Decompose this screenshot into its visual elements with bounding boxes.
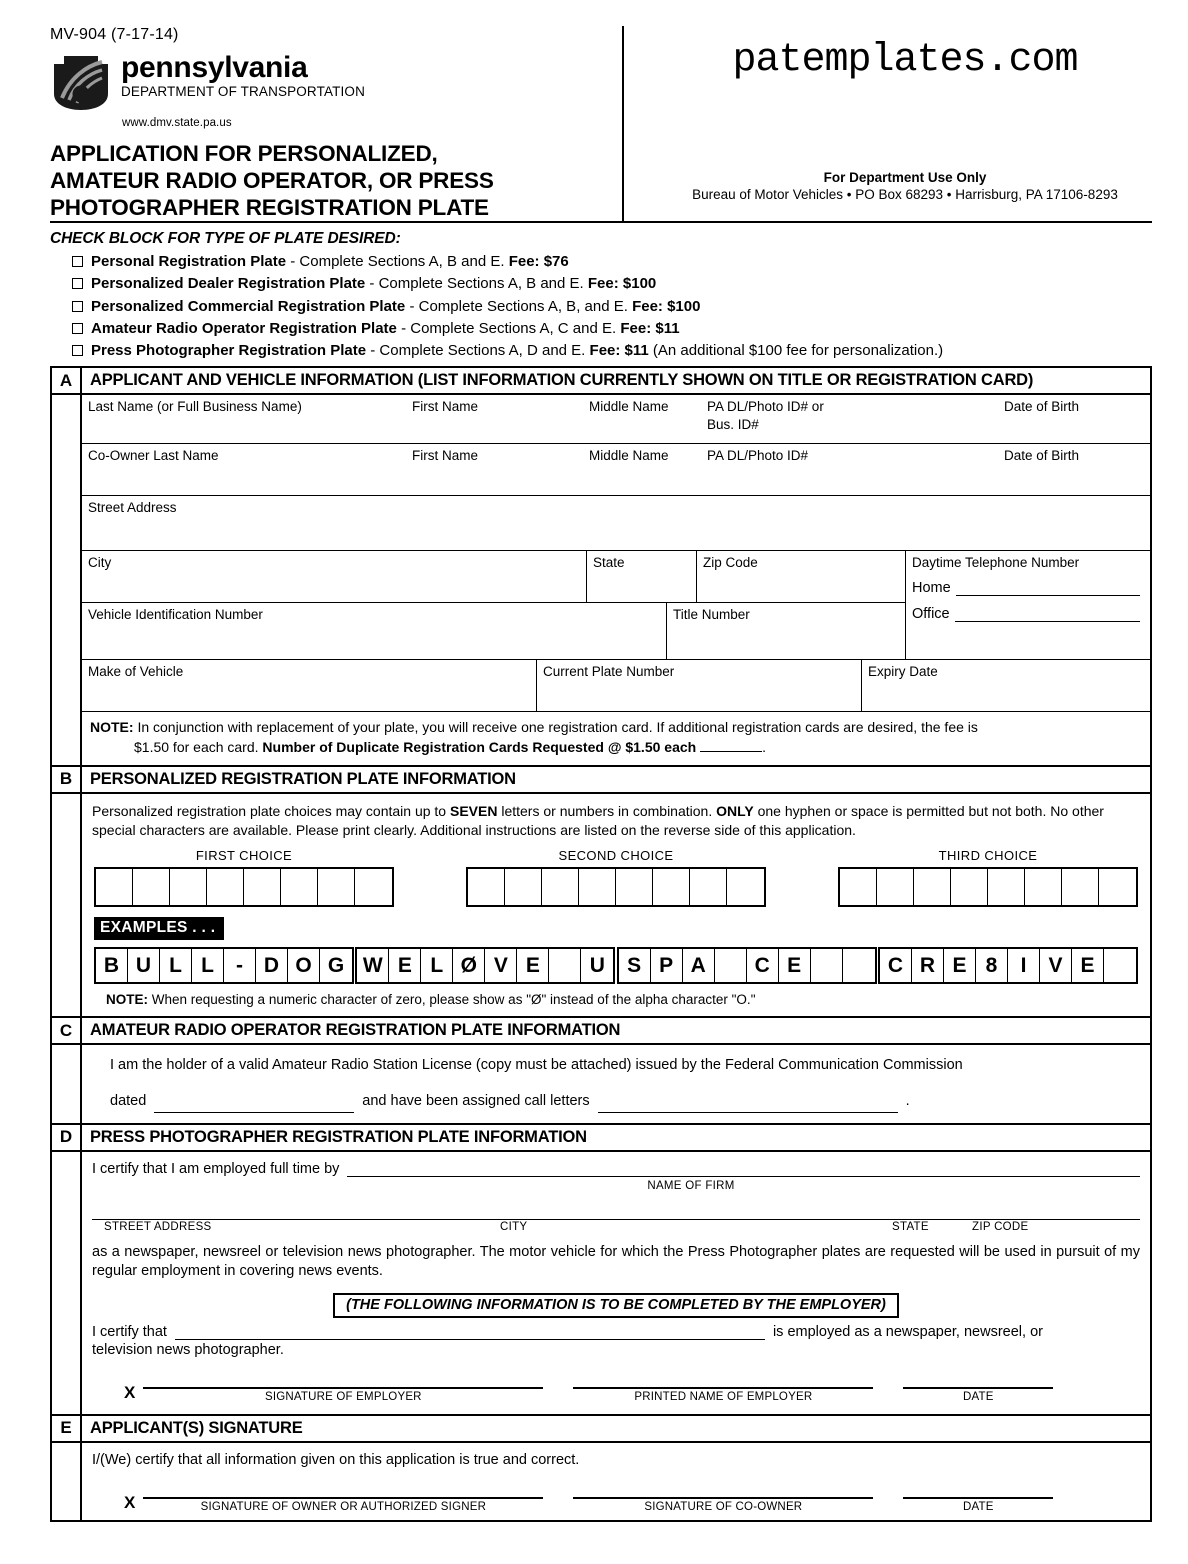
- label-dated: dated: [110, 1093, 147, 1109]
- label-coowner-first-name: First Name: [412, 448, 479, 464]
- example-character-cell: S: [619, 949, 651, 982]
- amateur-radio-statement: [82, 1045, 1150, 1123]
- example-character-cell: E: [389, 949, 421, 982]
- label-street-address: Street Address: [88, 500, 177, 516]
- employer-signature-line[interactable]: [143, 1387, 543, 1389]
- section-a-content: [82, 395, 1150, 764]
- label-employed-as: is employed as a newspaper, newsreel, or: [772, 1323, 1043, 1340]
- plate-type-option[interactable]: [72, 342, 1152, 359]
- plate-choice-boxes[interactable]: [838, 867, 1138, 907]
- section-b-letter: B: [52, 767, 82, 792]
- section-c-header: [52, 1018, 1150, 1045]
- caption-name-of-firm: NAME OF FIRM: [647, 1179, 735, 1192]
- employer-banner: [92, 1293, 1140, 1318]
- example-plate: [617, 947, 877, 984]
- coowner-signature-field[interactable]: [573, 1497, 873, 1513]
- site-watermark: patemplates.com: [732, 38, 1078, 83]
- employer-date-line[interactable]: [903, 1387, 1053, 1389]
- example-character-cell: R: [912, 949, 944, 982]
- example-character-cell: Ø: [453, 949, 485, 982]
- label-title-number: Title Number: [673, 607, 750, 623]
- agency-name: pennsylvania: [121, 51, 308, 84]
- example-character-cell: E: [944, 949, 976, 982]
- label-home-phone: Home: [912, 580, 951, 597]
- label-first-name: First Name: [412, 399, 479, 415]
- example-character-cell: C: [747, 949, 779, 982]
- plate-type-list: [50, 253, 1152, 359]
- owner-name-row[interactable]: [82, 395, 1150, 444]
- example-character-cell: 8: [976, 949, 1008, 982]
- section-a-body: [52, 395, 1150, 766]
- section-d-content: [82, 1152, 1150, 1414]
- label-expiry-date: Expiry Date: [868, 664, 938, 680]
- plate-choice-label: SECOND CHOICE: [558, 848, 674, 864]
- employer-signature-field[interactable]: [143, 1387, 543, 1403]
- section-b-content: [82, 794, 1150, 1017]
- agency-department: DEPARTMENT OF TRANSPORTATION: [121, 84, 365, 99]
- page-header: [50, 26, 1152, 221]
- plate-character-cell[interactable]: [207, 869, 244, 905]
- owner-signature-field[interactable]: [143, 1497, 543, 1513]
- section-a-letter: A: [52, 368, 82, 393]
- zip-field[interactable]: [697, 551, 905, 602]
- form-page: [0, 26, 1188, 1564]
- plate-character-cell[interactable]: [988, 869, 1025, 905]
- example-character-cell: -: [224, 949, 256, 982]
- plate-character-cell[interactable]: [355, 869, 392, 905]
- example-character-cell: P: [651, 949, 683, 982]
- note-bold: Number of Duplicate Registration Cards Requested @ $1.50 each: [262, 739, 697, 756]
- caption-state: STATE: [892, 1220, 929, 1233]
- plate-type-option[interactable]: [72, 253, 1152, 270]
- plate-character-cell[interactable]: [877, 869, 914, 905]
- department-use-address: Bureau of Motor Vehicles • PO Box 68293 • Harrisburg, PA 17106-8293: [692, 187, 1118, 202]
- applicant-date-line[interactable]: [903, 1497, 1053, 1499]
- example-character-cell: L: [421, 949, 453, 982]
- plate-character-cell[interactable]: [244, 869, 281, 905]
- example-character-cell: L: [192, 949, 224, 982]
- make-plate-expiry-row[interactable]: [82, 660, 1150, 712]
- label-dl-photo-id: PA DL/Photo ID# or: [707, 399, 824, 415]
- label-coowner-middle-name: Middle Name: [589, 448, 669, 464]
- caption-street-address: STREET ADDRESS: [104, 1220, 212, 1233]
- applicant-signature-row: [92, 1494, 1140, 1516]
- city-field[interactable]: [82, 551, 587, 602]
- label-employed-full-time: I certify that I am employed full time by: [92, 1160, 340, 1177]
- checkbox-icon[interactable]: [72, 301, 83, 312]
- employer-certification-line: [92, 1324, 1140, 1340]
- plate-character-cell[interactable]: [690, 869, 727, 905]
- title-number-field[interactable]: [667, 603, 905, 659]
- section-b-note-label: NOTE:: [106, 992, 148, 1008]
- section-c-title: AMATEUR RADIO OPERATOR REGISTRATION PLATE INFORMATION: [90, 1021, 621, 1040]
- section-c-letter: C: [52, 1018, 82, 1043]
- section-c-body: [52, 1045, 1150, 1125]
- section-d-body: [52, 1152, 1150, 1416]
- make-of-vehicle-field[interactable]: [82, 660, 537, 711]
- example-character-cell: G: [327, 953, 345, 977]
- agency-logo-block: [50, 53, 622, 112]
- plate-type-option[interactable]: [72, 320, 1152, 337]
- example-character-cell: [715, 949, 747, 982]
- section-e-gutter: [52, 1443, 82, 1520]
- checkbox-icon[interactable]: [72, 323, 83, 334]
- plate-type-label: Amateur Radio Operator Registration Plate - Complete Sections A, C and E. Fee: $11: [91, 319, 680, 337]
- section-d-header: [52, 1125, 1150, 1152]
- department-use-block: [658, 170, 1152, 202]
- section-d-letter: D: [52, 1125, 82, 1150]
- zero-character-note: [82, 984, 1150, 1016]
- caption-city: CITY: [500, 1220, 528, 1233]
- section-e-body: [52, 1443, 1150, 1522]
- caption-signature-of-coowner: SIGNATURE OF CO-OWNER: [644, 1500, 803, 1513]
- checkbox-icon[interactable]: [72, 345, 83, 356]
- section-b-instructions: [82, 794, 1150, 843]
- plate-character-cell[interactable]: [616, 869, 653, 905]
- department-use-title: For Department Use Only: [823, 170, 987, 185]
- check-block-title: CHECK BLOCK FOR TYPE OF PLATE DESIRED:: [50, 230, 401, 247]
- employer-address-input-line[interactable]: [92, 1206, 1140, 1220]
- coowner-name-row[interactable]: [82, 444, 1150, 496]
- employer-printed-name-field[interactable]: [573, 1387, 873, 1403]
- section-b-gutter: [52, 794, 82, 1017]
- section-c-gutter: [52, 1045, 82, 1123]
- example-plate: [94, 947, 354, 984]
- example-character-cell: [1104, 949, 1136, 982]
- employer-signature-x: X: [124, 1382, 136, 1402]
- expiry-date-field[interactable]: [862, 660, 1150, 711]
- section-d-title: PRESS PHOTOGRAPHER REGISTRATION PLATE INFORMATION: [90, 1127, 587, 1146]
- section-b-note-text: When requesting a numeric character of zero, please show as "Ø" instead of the alpha character "O.": [148, 992, 756, 1008]
- example-character-cell: U: [128, 949, 160, 982]
- example-character-cell: [811, 949, 843, 982]
- plate-character-cell[interactable]: [281, 869, 318, 905]
- example-character-cell: C: [880, 949, 912, 982]
- examples-label: EXAMPLES . . .: [94, 917, 224, 940]
- applicant-certification: [82, 1443, 1150, 1520]
- plate-character-cell[interactable]: [840, 869, 877, 905]
- plate-type-option[interactable]: [72, 298, 1152, 315]
- city-state-zip-row[interactable]: [82, 551, 905, 603]
- caption-zip-code: ZIP CODE: [972, 1220, 1029, 1233]
- example-character-cell: E: [517, 949, 549, 982]
- radio-license-text: I am the holder of a valid Amateur Radio Station License (copy must be attached) issued by the Federal Communication Commission: [110, 1057, 963, 1074]
- examples-block: [82, 907, 1150, 984]
- employer-printed-name-line[interactable]: [573, 1387, 873, 1389]
- header-right: [622, 26, 1152, 221]
- firm-name-input-line[interactable]: [347, 1161, 1140, 1177]
- office-phone-input-line[interactable]: [955, 607, 1140, 622]
- section-e-header: [52, 1416, 1150, 1443]
- label-current-plate-number: Current Plate Number: [543, 664, 675, 680]
- call-letters-input-line[interactable]: [598, 1097, 898, 1113]
- owner-signature-line[interactable]: [143, 1497, 543, 1499]
- plate-character-cell[interactable]: [133, 869, 170, 905]
- page-title-line2: AMATEUR RADIO OPERATOR, OR PRESS: [50, 168, 494, 193]
- page-title: [50, 140, 622, 221]
- label-coowner-last-name: Co-Owner Last Name: [88, 448, 219, 464]
- label-bus-id: Bus. ID#: [707, 417, 759, 433]
- agency-wordmark: [121, 53, 365, 99]
- caption-printed-name-of-employer: PRINTED NAME OF EMPLOYER: [634, 1390, 813, 1403]
- plate-choice-label: FIRST CHOICE: [195, 848, 293, 864]
- applicant-signature-x: X: [124, 1492, 136, 1512]
- example-plate: [878, 947, 1138, 984]
- applicant-date-field[interactable]: [903, 1497, 1053, 1513]
- example-character-cell: B: [96, 949, 128, 982]
- plate-choice-boxes[interactable]: [466, 867, 766, 907]
- employer-address-captions: [92, 1220, 1140, 1236]
- home-phone-field[interactable]: [912, 580, 1150, 596]
- label-i-certify-that: I certify that: [92, 1323, 167, 1340]
- label-state: State: [593, 555, 625, 571]
- section-e-content: [82, 1443, 1150, 1520]
- coowner-signature-line[interactable]: [573, 1497, 873, 1499]
- form-body: [50, 366, 1152, 1522]
- current-plate-field[interactable]: [537, 660, 862, 711]
- examples-row: [94, 947, 1138, 984]
- plate-character-cell[interactable]: [505, 869, 542, 905]
- checkbox-icon[interactable]: [72, 278, 83, 289]
- note-label: NOTE:: [90, 719, 134, 736]
- check-block: [50, 230, 1152, 359]
- example-character-cell: E: [779, 949, 811, 982]
- plate-choice-boxes[interactable]: [94, 867, 394, 907]
- street-address-row[interactable]: [82, 496, 1150, 551]
- employer-signature-row: [92, 1384, 1140, 1406]
- page-title-line3: PHOTOGRAPHER REGISTRATION PLATE: [50, 195, 489, 220]
- example-character-cell: V: [485, 949, 517, 982]
- label-date-of-birth: Date of Birth: [1004, 399, 1080, 415]
- caption-signature-of-employer: SIGNATURE OF EMPLOYER: [264, 1390, 422, 1403]
- section-b-header: [52, 767, 1150, 794]
- example-character-cell: I: [1008, 949, 1040, 982]
- label-coowner-dl-photo-id: PA DL/Photo ID#: [707, 448, 809, 464]
- license-date-input-line[interactable]: [154, 1097, 354, 1113]
- penndot-keystone-icon: [50, 54, 112, 112]
- applicant-statement: I/(We) certify that all information given on this application is true and correct.: [92, 1451, 580, 1468]
- example-character-cell: U: [589, 953, 605, 977]
- plate-character-cell[interactable]: [1062, 869, 1099, 905]
- state-field[interactable]: [587, 551, 697, 602]
- section-a-gutter: [52, 395, 82, 764]
- intro-part3: one hyphen or space is permitted but not both. No other special characters are available. Please print clearly. Additional instructions are listed on the reverse side of this application.: [92, 802, 1104, 838]
- plate-character-cell[interactable]: [727, 869, 764, 905]
- plate-character-cell[interactable]: [318, 869, 355, 905]
- vin-title-row[interactable]: [82, 603, 905, 660]
- example-character-cell: A: [683, 949, 715, 982]
- section-e-title: APPLICANT(S) SIGNATURE: [90, 1418, 303, 1437]
- section-d-gutter: [52, 1152, 82, 1414]
- intro-only: ONLY: [716, 802, 754, 819]
- example-character-cell: E: [1072, 949, 1104, 982]
- home-phone-input-line[interactable]: [956, 581, 1140, 596]
- plate-character-cell[interactable]: [914, 869, 951, 905]
- intro-seven: SEVEN: [449, 802, 498, 819]
- plate-character-cell[interactable]: [1025, 869, 1062, 905]
- section-e-letter: E: [52, 1416, 82, 1441]
- duplicate-card-note: [82, 712, 1150, 764]
- section-a-title: APPLICANT AND VEHICLE INFORMATION (LIST INFORMATION CURRENTLY SHOWN ON TITLE OR REGISTRATION CARD): [90, 371, 1034, 390]
- plate-type-label: Personal Registration Plate - Complete Sections A, B and E. Fee: $76: [91, 253, 569, 270]
- example-character-cell: V: [1040, 949, 1072, 982]
- plate-type-option[interactable]: [72, 275, 1152, 292]
- label-call-letters: and have been assigned call letters: [362, 1093, 590, 1109]
- section-b-body: [52, 794, 1150, 1019]
- office-phone-field[interactable]: [912, 606, 1150, 622]
- label-middle-name: Middle Name: [589, 399, 669, 415]
- note-text: In conjunction with replacement of your plate, you will receive one registration card. If additional registration cards are desired, the fee is: [133, 719, 978, 736]
- caption-employer-date: DATE: [963, 1390, 994, 1403]
- plate-character-cell[interactable]: [951, 869, 988, 905]
- plate-choice-group: [466, 848, 766, 907]
- plate-choice-group: [838, 848, 1138, 907]
- plate-character-cell[interactable]: [579, 869, 616, 905]
- employer-date-field[interactable]: [903, 1387, 1053, 1403]
- label-make-of-vehicle: Make of Vehicle: [88, 664, 184, 680]
- intro-part2: letters or numbers in combination.: [497, 802, 717, 819]
- plate-character-cell[interactable]: [170, 869, 207, 905]
- section-c-content: [82, 1045, 1150, 1123]
- header-divider: [50, 221, 1152, 223]
- example-character-cell: W: [357, 949, 389, 982]
- plate-type-label: Personalized Dealer Registration Plate - Complete Sections A, B and E. Fee: $100: [91, 275, 657, 293]
- label-zip-code: Zip Code: [703, 555, 758, 571]
- plate-character-cell[interactable]: [653, 869, 690, 905]
- plate-character-cell[interactable]: [542, 869, 579, 905]
- note-end: .: [762, 739, 766, 756]
- plate-type-label: Press Photographer Registration Plate - Complete Sections A, D and E. Fee: $11 (An additional $100 fee for personalization.): [91, 342, 944, 359]
- example-character-cell: O: [288, 949, 320, 982]
- plate-character-cell[interactable]: [468, 869, 505, 905]
- employee-name-input-line[interactable]: [175, 1324, 765, 1340]
- employed-by-line: [92, 1161, 1140, 1177]
- note-second-line: [134, 738, 1142, 756]
- page-title-line1: APPLICATION FOR PERSONALIZED,: [50, 141, 438, 166]
- header-left: [50, 26, 622, 221]
- label-vin: Vehicle Identification Number: [88, 607, 263, 623]
- plate-choice-label: THIRD CHOICE: [938, 848, 1038, 864]
- caption-signature-of-owner: SIGNATURE OF OWNER OR AUTHORIZED SIGNER: [200, 1500, 487, 1513]
- label-last-name: Last Name (or Full Business Name): [88, 399, 302, 415]
- section-c-period: .: [905, 1093, 910, 1109]
- caption-applicant-date: DATE: [963, 1500, 994, 1513]
- section-b-title: PERSONALIZED REGISTRATION PLATE INFORMATION: [90, 769, 516, 788]
- plate-choice-group: [94, 848, 394, 907]
- example-character-cell: D: [256, 949, 288, 982]
- duplicate-cards-input-line[interactable]: [700, 739, 762, 752]
- radio-license-fields: [110, 1091, 1138, 1113]
- label-office-phone: Office: [912, 606, 950, 623]
- example-character-cell: [549, 949, 581, 982]
- agency-website: www.dmv.state.pa.us: [122, 117, 232, 129]
- plate-type-label: Personalized Commercial Registration Plate - Complete Sections A, B, and E. Fee: $100: [91, 297, 701, 315]
- intro-part1: Personalized registration plate choices may contain up to: [92, 802, 450, 819]
- note-text2: $1.50 for each card.: [134, 739, 263, 756]
- checkbox-icon[interactable]: [72, 256, 83, 267]
- example-plate: [355, 947, 615, 984]
- plate-character-cell[interactable]: [96, 869, 133, 905]
- press-photographer-statement: [82, 1152, 1150, 1414]
- plate-choice-grids: [82, 842, 1150, 907]
- daytime-telephone-cell[interactable]: [905, 551, 1150, 660]
- example-character-cell: L: [160, 949, 192, 982]
- label-city: City: [88, 555, 112, 571]
- employer-banner-text: (THE FOLLOWING INFORMATION IS TO BE COMPLETED BY THE EMPLOYER): [333, 1293, 899, 1318]
- label-coowner-date-of-birth: Date of Birth: [1004, 448, 1080, 464]
- example-character-cell: [843, 949, 875, 982]
- section-a-header: [52, 368, 1150, 395]
- vin-field[interactable]: [82, 603, 667, 659]
- plate-character-cell[interactable]: [1099, 869, 1136, 905]
- employer-certification-line2: television news photographer.: [92, 1341, 284, 1358]
- form-number: MV-904 (7-17-14): [50, 26, 179, 43]
- press-use-paragraph: as a newspaper, newsreel or television news photographer. The motor vehicle for which the Press Photographer plates are requested will be used in pursuit of my regular employment in covering news events.: [92, 1243, 1140, 1280]
- label-daytime-telephone: Daytime Telephone Number: [912, 555, 1080, 571]
